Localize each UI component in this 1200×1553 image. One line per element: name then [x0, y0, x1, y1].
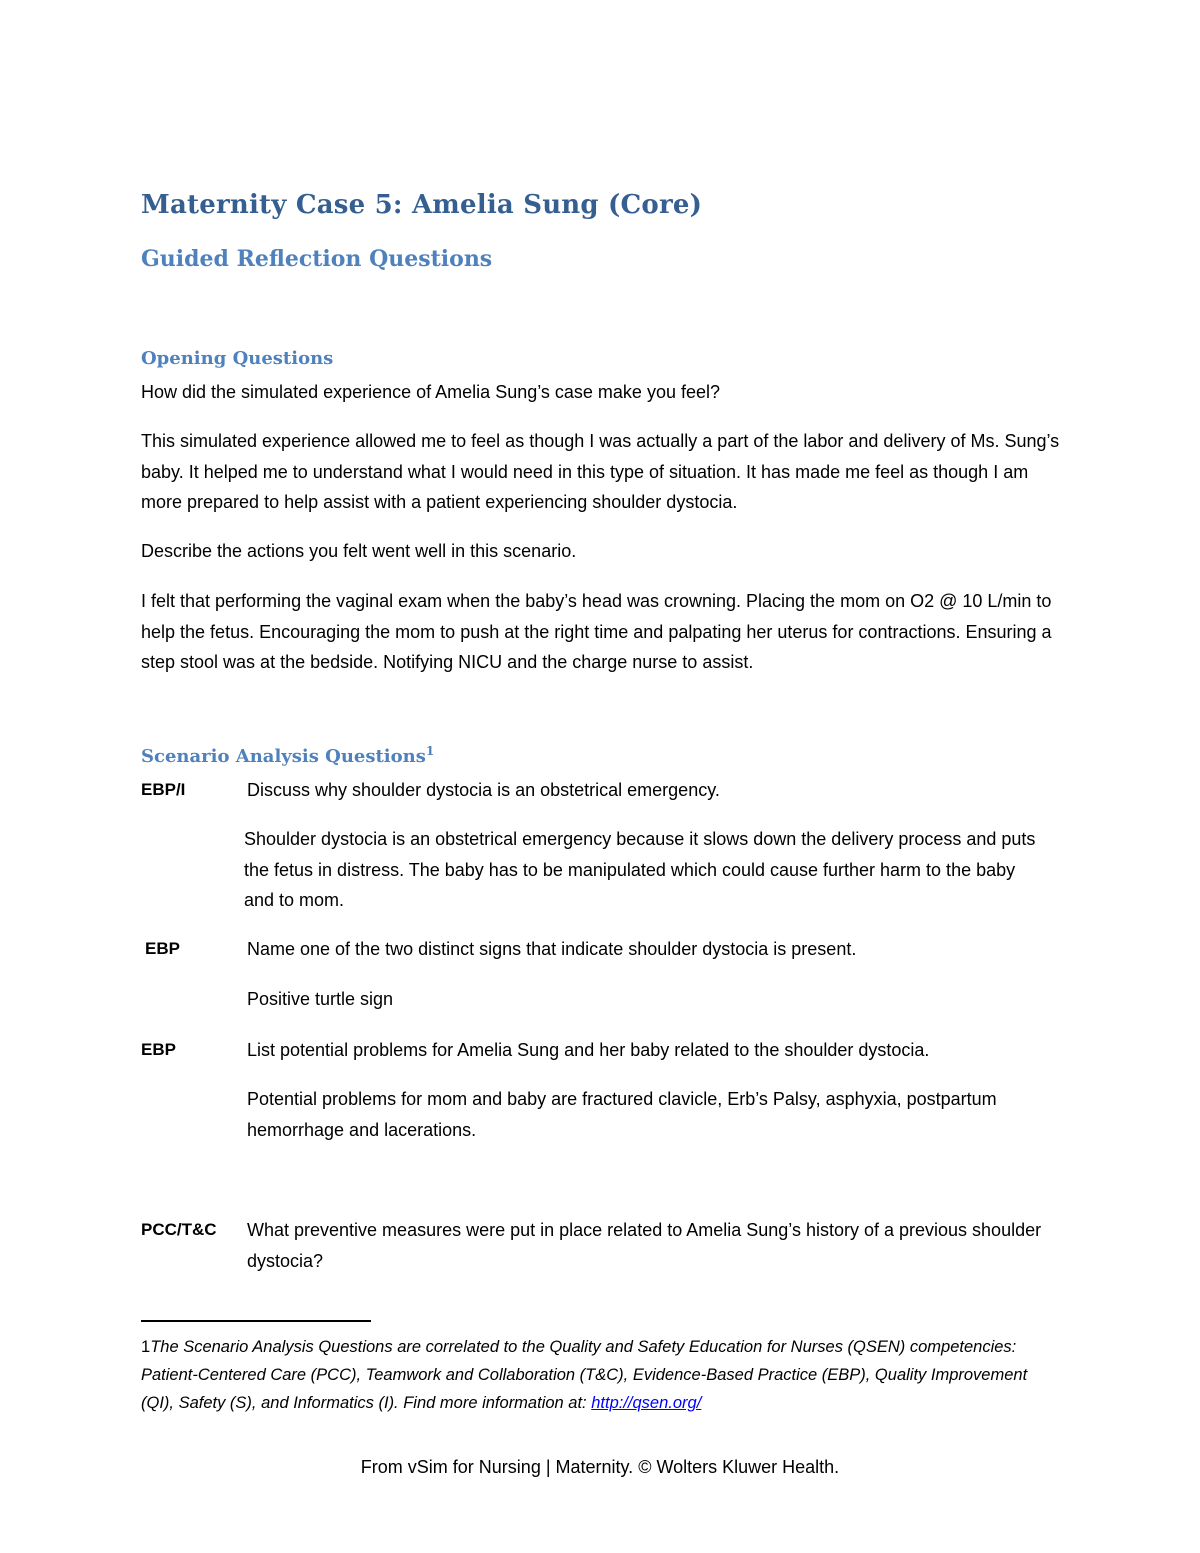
item-question-4: What preventive measures were put in place related to Amelia Sung’s history of a previous shoulder dystocia?: [247, 1220, 1042, 1271]
item-label-ebp-i: EBP/I: [141, 780, 186, 799]
item-label-ebp-2: EBP: [145, 939, 180, 958]
opening-question-1: How did the simulated experience of Amelia Sung’s case make you feel?: [141, 382, 720, 402]
footnote-separator: [141, 1320, 371, 1322]
item-question-1: Discuss why shoulder dystocia is an obstetrical emergency.: [247, 780, 720, 800]
page-subtitle: Guided Reflection Questions: [141, 246, 493, 272]
opening-question-2: Describe the actions you felt went well in this scenario.: [141, 541, 577, 561]
opening-answer-2: I felt that performing the vaginal exam when the baby’s head was crowning. Placing the mom on O2 @ 10 L/min to help the fetus. Encouraging the mom to push at the right time and palpating her uterus for contractions. Ensuring a step stool was at the bedside. Notifying NICU and the charge nurse to assist.: [141, 591, 1052, 672]
item-answer-3: Potential problems for mom and baby are fractured clavicle, Erb’s Palsy, asphyxia, postpartum hemorrhage and lacerations.: [247, 1089, 997, 1140]
opening-questions-heading: Opening Questions: [141, 348, 334, 369]
item-label-ebp-3: EBP: [141, 1040, 176, 1059]
qsen-link[interactable]: http://qsen.org/: [591, 1394, 702, 1412]
item-question-3: List potential problems for Amelia Sung and her baby related to the shoulder dystocia.: [247, 1040, 930, 1060]
page-footer: From vSim for Nursing | Maternity. © Wolters Kluwer Health.: [360, 1457, 840, 1477]
item-question-2: Name one of the two distinct signs that indicate shoulder dystocia is present.: [247, 939, 857, 959]
footnote-ref: 1: [425, 744, 435, 758]
item-label-pcc-tc: PCC/T&C: [141, 1220, 217, 1239]
opening-answer-1: This simulated experience allowed me to feel as though I was actually a part of the labor and delivery of Ms. Sung’s baby. It helped me to understand what I would need in this type of situation. It has made me feel as though I am more prepared to help assist with a patient experiencing shoulder dystocia.: [141, 431, 1060, 512]
footnote: [141, 1333, 1041, 1417]
item-answer-1: Shoulder dystocia is an obstetrical emergency because it slows down the delivery process and puts the fetus in distress. The baby has to be manipulated which could cause further harm to the baby and to mom.: [244, 829, 1036, 910]
footnote-text: The Scenario Analysis Questions are correlated to the Quality and Safety Education for Nurses (QSEN) competencies: Patient-Centered Care (PCC), Teamwork and Collaboration (T&C), Evidence-Based Practice (EBP), Quality Improvement (QI), Safety (S), and Informatics (I). Find more information at:: [141, 1338, 1028, 1412]
scenario-analysis-heading: [141, 746, 434, 767]
footnote-number: 1: [141, 1338, 151, 1356]
item-answer-2: Positive turtle sign: [247, 989, 394, 1009]
page-title: Maternity Case 5: Amelia Sung (Core): [141, 190, 703, 220]
scenario-heading-text: Scenario Analysis Questions: [141, 746, 426, 767]
